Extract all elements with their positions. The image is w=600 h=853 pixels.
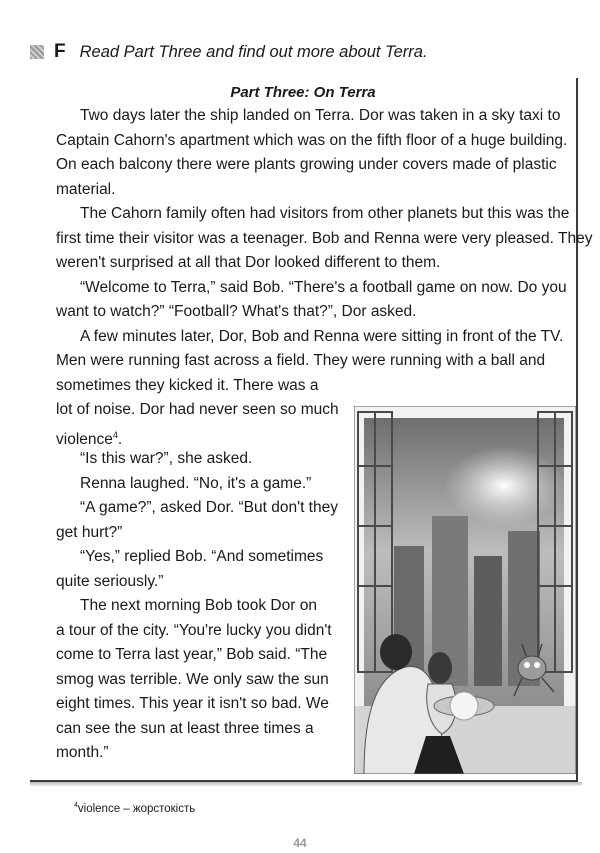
- text-line: weren't surprised at all that Dor looked different to them.: [56, 254, 441, 271]
- task-instruction: Read Part Three and find out more about Terra.: [79, 42, 428, 61]
- text-line: Renna laughed. “No, it's a game.”: [80, 474, 312, 492]
- text-line: want to watch?” “Football? What's that?”, Dor asked.: [56, 303, 417, 320]
- text-line: smog was terrible. We only saw the sun: [56, 670, 329, 688]
- reading-frame: [30, 78, 593, 782]
- text-line: come to Terra last year,” Bob said. “The: [56, 646, 328, 663]
- text-line: Two days later the ship landed on Terra. Dor was taken in a sky taxi to: [80, 107, 561, 124]
- task-header: [30, 40, 428, 64]
- footnote-text: violence – жорстокість: [77, 802, 196, 815]
- text-line: Captain Cahorn's apartment which was on the fifth floor of a huge building.: [56, 131, 568, 149]
- task-letter: F: [54, 41, 66, 62]
- text-line: Men were running fast across a field. They were running with a ball and: [56, 352, 546, 369]
- text-line: A few minutes later, Dor, Bob and Renna were sitting in front of the TV.: [80, 327, 564, 345]
- task-marker-icon: [30, 45, 44, 59]
- text-line: violence$^4$.: [56, 429, 123, 448]
- text-line: “A game?”, asked Dor. “But don't they: [80, 499, 338, 516]
- text-line: get hurt?”: [56, 523, 123, 541]
- text-line: material.: [56, 180, 116, 198]
- text-line: a tour of the city. “You're lucky you didn't: [56, 621, 332, 639]
- text-line: quite seriously.”: [56, 572, 164, 590]
- section-heading: Part Three: On Terra: [230, 84, 376, 101]
- text-line: sometimes they kicked it. There was a: [56, 376, 319, 394]
- text-line: eight times. This year it isn't so bad. We: [56, 695, 329, 712]
- page-number: 44: [293, 836, 307, 850]
- text-line: The next morning Bob took Dor on: [80, 597, 317, 614]
- text-line: can see the sun at least three times a: [56, 719, 314, 737]
- text-line: lot of noise. Dor had never seen so much: [56, 401, 339, 418]
- text-line: “Is this war?”, she asked.: [80, 450, 253, 467]
- text-line: “Yes,” replied Bob. “And sometimes: [80, 548, 324, 565]
- text-line: first time their visitor was a teenager. Bob and Renna were very pleased. They: [56, 229, 593, 247]
- illustration-living-room: [354, 406, 576, 774]
- text-line: On each balcony there were plants growing under covers made of plastic: [56, 156, 557, 173]
- text-line: The Cahorn family often had visitors from other planets but this was the: [80, 205, 570, 222]
- text-line: “Welcome to Terra,” said Bob. “There's a football game on now. Do you: [80, 278, 567, 296]
- footnote: [74, 802, 195, 815]
- footnote-reference: 4: [112, 429, 118, 440]
- text-line: month.”: [56, 744, 109, 761]
- footnote-number: 4: [74, 802, 78, 809]
